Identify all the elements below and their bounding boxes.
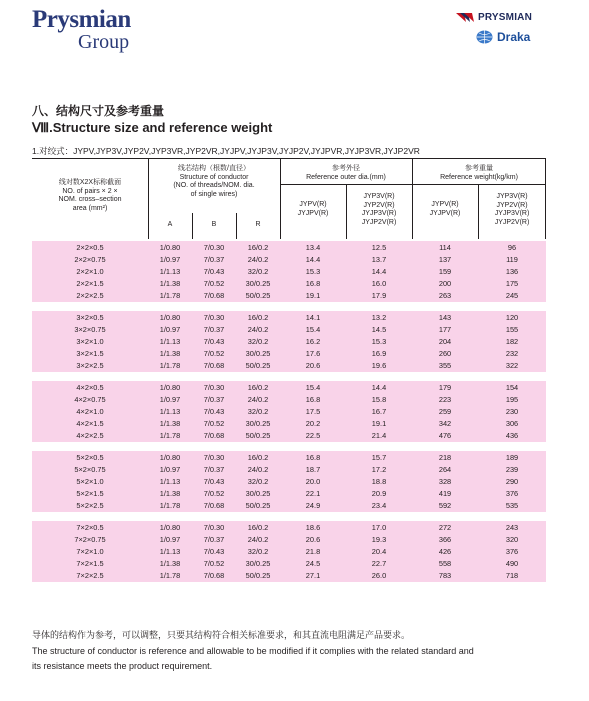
header-structure <box>148 165 280 199</box>
table-cell: 5×2×2.5 <box>76 501 104 510</box>
table-cell: 24.5 <box>305 559 321 568</box>
header-outer-dia <box>280 165 412 182</box>
header-pairs-section <box>32 179 148 213</box>
table-cell: 7/0.68 <box>203 291 225 300</box>
table-cell: 7/0.52 <box>203 419 225 428</box>
table-cell: 7/0.43 <box>203 477 225 486</box>
table-cell: 1/1.13 <box>159 267 181 276</box>
table-cell: 16.0 <box>371 279 387 288</box>
table-cell: 1/1.13 <box>159 547 181 556</box>
table-cell: 263 <box>438 291 452 300</box>
table-cell: 7/0.68 <box>203 571 225 580</box>
table-row <box>32 418 546 430</box>
globe-icon <box>476 30 493 44</box>
table-cell: 13.2 <box>371 313 387 322</box>
table-cell: 23.4 <box>371 501 387 510</box>
table-cell: 436 <box>505 431 519 440</box>
table-row <box>32 324 546 336</box>
table-cell: 426 <box>438 547 452 556</box>
table-cell: 19.1 <box>371 419 387 428</box>
divider <box>192 213 193 239</box>
table-cell: 143 <box>438 313 452 322</box>
table-cell: 2×2×1.5 <box>76 279 104 288</box>
table-cell: 3×2×2.5 <box>76 361 104 370</box>
header-text: Structure of conductor <box>179 173 249 181</box>
header-text: JYJP2V(R) <box>361 218 397 226</box>
table-cell: 13.7 <box>371 255 387 264</box>
header-sub-b: B <box>211 221 217 228</box>
table-cell: 16.8 <box>305 395 321 404</box>
table-group <box>32 311 546 372</box>
header-text: NO. of pairs × 2 × <box>62 187 118 195</box>
header-text: Reference weight(kg/km) <box>440 173 518 181</box>
table-cell: 476 <box>438 431 452 440</box>
table-cell: 154 <box>505 383 519 392</box>
table-cell: 26.0 <box>371 571 387 580</box>
header-text: NOM. cross–section <box>58 196 122 204</box>
table-cell: 7/0.43 <box>203 547 225 556</box>
table-cell: 243 <box>505 523 519 532</box>
divider <box>148 159 149 239</box>
header-weight <box>412 165 546 182</box>
table-cell: 114 <box>439 243 451 252</box>
table-cell: 119 <box>506 255 518 264</box>
table-cell: 2×2×2.5 <box>76 291 104 300</box>
header-text: JYP2V(R) <box>496 201 528 209</box>
header-weight-col-1 <box>412 201 478 218</box>
table-cell: 1/0.80 <box>159 453 181 462</box>
header-outer-col-2 <box>346 193 412 227</box>
table-cell: 17.0 <box>371 523 387 532</box>
header-text: JYJPV(R) <box>297 209 329 217</box>
table-cell: 22.7 <box>371 559 387 568</box>
table-cell: 7/0.30 <box>203 453 225 462</box>
table-cell: 1/1.38 <box>159 279 181 288</box>
header-sub-a: A <box>167 221 173 228</box>
table-cell: 189 <box>505 453 519 462</box>
twisted-type-note: 1.对绞式：JYPV,JYP3V,JYP2V,JYP3VR,JYP2VR,JYJPV,JYJP3V,JYJP2V,JYJPVR,JYJP3VR,JYJP2VR <box>32 146 420 156</box>
table-cell: 195 <box>505 395 519 404</box>
table-cell: 535 <box>505 501 519 510</box>
table-row <box>32 464 546 476</box>
table-row <box>32 452 546 464</box>
table-cell: 96 <box>507 243 517 252</box>
table-cell: 16.9 <box>371 349 387 358</box>
header-text: JYJP3V(R) <box>494 210 530 218</box>
table-cell: 7/0.30 <box>203 313 225 322</box>
table-cell: 7×2×1.0 <box>76 547 104 556</box>
table-cell: 7/0.30 <box>203 383 225 392</box>
table-cell: 259 <box>438 407 452 416</box>
table-cell: 7/0.37 <box>203 255 225 264</box>
table-cell: 32/0.2 <box>247 337 269 346</box>
table-cell: 245 <box>505 291 519 300</box>
table-cell: 120 <box>505 313 519 322</box>
table-cell: 32/0.2 <box>247 477 269 486</box>
table-cell: 7/0.52 <box>203 489 225 498</box>
header-text: 参考重量 <box>465 165 493 172</box>
table-cell: 17.5 <box>305 407 321 416</box>
table-cell: 328 <box>438 477 452 486</box>
table-cell: 7/0.37 <box>203 325 225 334</box>
table-cell: 2×2×0.75 <box>74 255 106 264</box>
structure-table <box>32 158 546 582</box>
table-cell: 1/1.38 <box>159 489 181 498</box>
table-cell: 22.1 <box>305 489 321 498</box>
table-cell: 20.0 <box>305 477 321 486</box>
table-cell: 718 <box>505 571 519 580</box>
table-cell: 20.6 <box>305 361 321 370</box>
table-cell: 7/0.52 <box>203 279 225 288</box>
table-cell: 7/0.52 <box>203 559 225 568</box>
table-cell: 1/1.78 <box>159 431 181 440</box>
table-cell: 783 <box>438 571 452 580</box>
table-row <box>32 278 546 290</box>
table-cell: 1/0.80 <box>159 313 181 322</box>
header-weight-col-2 <box>478 193 546 227</box>
table-cell: 19.3 <box>371 535 387 544</box>
table-cell: 1/1.78 <box>159 501 181 510</box>
header-text: (NO. of threads/NOM. dia. <box>173 182 255 190</box>
table-cell: 16/0.2 <box>247 453 269 462</box>
table-cell: 15.7 <box>371 453 387 462</box>
prysmian-brand <box>456 12 566 23</box>
table-cell: 200 <box>438 279 452 288</box>
table-cell: 16.2 <box>305 337 321 346</box>
table-cell: 20.9 <box>371 489 387 498</box>
table-cell: 204 <box>438 337 452 346</box>
table-cell: 490 <box>505 559 519 568</box>
table-cell: 177 <box>438 325 452 334</box>
table-row <box>32 336 546 348</box>
table-cell: 15.3 <box>305 267 321 276</box>
table-cell: 4×2×1.0 <box>76 407 104 416</box>
header-text: 参考外径 <box>332 165 360 172</box>
section-title-en: Ⅷ.Structure size and reference weight <box>32 120 273 135</box>
table-cell: 30/0.25 <box>245 279 271 288</box>
table-cell: 17.9 <box>371 291 387 300</box>
table-cell: 14.1 <box>305 313 321 322</box>
table-cell: 5×2×0.5 <box>76 453 104 462</box>
table-cell: 2×2×1.0 <box>76 267 104 276</box>
table-cell: 16/0.2 <box>247 383 269 392</box>
table-row <box>32 348 546 360</box>
table-cell: 30/0.25 <box>245 559 271 568</box>
table-cell: 1/1.13 <box>159 337 181 346</box>
table-cell: 1/0.80 <box>159 523 181 532</box>
table-cell: 376 <box>505 547 519 556</box>
table-cell: 30/0.25 <box>245 489 271 498</box>
table-cell: 30/0.25 <box>245 419 271 428</box>
prysmian-mark-icon <box>456 13 476 22</box>
table-cell: 3×2×1.0 <box>76 337 104 346</box>
table-row <box>32 290 546 302</box>
table-cell: 15.4 <box>305 325 321 334</box>
table-cell: 1/0.80 <box>159 383 181 392</box>
table-cell: 5×2×1.0 <box>76 477 104 486</box>
table-cell: 4×2×0.75 <box>74 395 106 404</box>
table-row <box>32 406 546 418</box>
table-row <box>32 476 546 488</box>
table-cell: 3×2×0.75 <box>74 325 106 334</box>
table-row <box>32 500 546 512</box>
table-cell: 7/0.43 <box>203 407 225 416</box>
table-cell: 18.6 <box>305 523 321 532</box>
table-cell: 322 <box>505 361 519 370</box>
table-row <box>32 534 546 546</box>
table-cell: 17.2 <box>371 465 387 474</box>
table-cell: 50/0.25 <box>245 431 271 440</box>
table-cell: 20.6 <box>305 535 321 544</box>
table-cell: 179 <box>438 383 452 392</box>
table-cell: 32/0.2 <box>247 267 269 276</box>
divider <box>280 159 281 239</box>
table-cell: 12.5 <box>371 243 387 252</box>
header-text: JYJP2V(R) <box>494 218 530 226</box>
table-cell: 24/0.2 <box>247 465 269 474</box>
table-cell: 7/0.68 <box>203 431 225 440</box>
table-cell: 1/1.78 <box>159 571 181 580</box>
table-cell: 2×2×0.5 <box>76 243 104 252</box>
header-text: area (mm²) <box>72 204 108 212</box>
table-cell: 342 <box>438 419 452 428</box>
divider <box>545 159 546 239</box>
table-body <box>32 241 546 582</box>
table-cell: 32/0.2 <box>247 407 269 416</box>
table-cell: 7/0.52 <box>203 349 225 358</box>
table-cell: 558 <box>438 559 452 568</box>
table-cell: 1/1.38 <box>159 419 181 428</box>
table-cell: 218 <box>438 453 452 462</box>
table-cell: 15.3 <box>371 337 387 346</box>
table-cell: 24/0.2 <box>247 255 269 264</box>
table-cell: 1/0.97 <box>159 465 181 474</box>
table-cell: 1/1.13 <box>159 407 181 416</box>
table-cell: 182 <box>505 337 519 346</box>
section-title-cn: 八、结构尺寸及参考重量 <box>32 104 165 118</box>
header-text: JYPV(R) <box>299 201 327 208</box>
table-cell: 1/0.97 <box>159 255 181 264</box>
table-cell: 19.6 <box>371 361 387 370</box>
prysmian-group-logo <box>32 8 131 52</box>
table-cell: 419 <box>438 489 452 498</box>
table-cell: 159 <box>438 267 452 276</box>
table-cell: 7×2×0.75 <box>74 535 106 544</box>
logo-line-1: Prysmian <box>32 6 131 33</box>
table-cell: 4×2×2.5 <box>76 431 104 440</box>
table-row <box>32 394 546 406</box>
table-cell: 24.9 <box>305 501 321 510</box>
table-cell: 14.5 <box>371 325 387 334</box>
header-text: 线芯结构（根数/直径） <box>178 165 250 172</box>
table-group <box>32 521 546 582</box>
divider <box>236 213 237 239</box>
table-cell: 175 <box>505 279 519 288</box>
table-cell: 14.4 <box>305 255 321 264</box>
table-cell: 239 <box>505 465 519 474</box>
table-cell: 50/0.25 <box>245 361 271 370</box>
table-cell: 223 <box>438 395 452 404</box>
table-cell: 32/0.2 <box>247 547 269 556</box>
header-text: JYJPV(R) <box>429 209 461 217</box>
header-text: JYJP3V(R) <box>361 210 397 218</box>
draka-brand <box>476 30 566 44</box>
table-cell: 24/0.2 <box>247 535 269 544</box>
divider <box>281 184 545 185</box>
header-text: JYP3V(R) <box>496 193 528 200</box>
table-row <box>32 242 546 254</box>
header-outer-col-1 <box>280 201 346 218</box>
table-cell: 7×2×0.5 <box>76 523 104 532</box>
table-cell: 376 <box>505 489 519 498</box>
table-cell: 272 <box>438 523 452 532</box>
table-cell: 7/0.68 <box>203 501 225 510</box>
table-cell: 16/0.2 <box>247 313 269 322</box>
table-cell: 24/0.2 <box>247 395 269 404</box>
table-cell: 355 <box>438 361 452 370</box>
table-cell: 20.4 <box>371 547 387 556</box>
draka-brand-text: Draka <box>497 30 531 44</box>
logo-line-2: Group <box>78 31 130 53</box>
table-row <box>32 558 546 570</box>
footer-note-en-1: The structure of conductor is reference and allowable to be modified if it complies with the related standard and <box>32 646 474 656</box>
table-cell: 264 <box>438 465 452 474</box>
divider <box>346 185 347 239</box>
header-text: Reference outer dia.(mm) <box>306 173 386 181</box>
table-cell: 20.2 <box>305 419 321 428</box>
table-cell: 7/0.68 <box>203 361 225 370</box>
table-cell: 5×2×0.75 <box>74 465 106 474</box>
table-cell: 137 <box>438 255 452 264</box>
table-cell: 366 <box>438 535 452 544</box>
table-row <box>32 312 546 324</box>
table-row <box>32 382 546 394</box>
table-cell: 14.4 <box>371 267 387 276</box>
table-cell: 3×2×1.5 <box>76 349 104 358</box>
table-cell: 1/1.78 <box>159 291 181 300</box>
footer-note-cn: 导体的结构作为参考，可以调整，只要其结构符合相关标准要求，和其直流电阻满足产品要求。 <box>32 630 411 640</box>
table-cell: 50/0.25 <box>245 571 271 580</box>
table-cell: 1/1.38 <box>159 349 181 358</box>
table-cell: 7/0.37 <box>203 465 225 474</box>
table-row <box>32 488 546 500</box>
divider <box>478 185 479 239</box>
table-cell: 22.5 <box>305 431 321 440</box>
table-cell: 3×2×0.5 <box>76 313 104 322</box>
table-row <box>32 254 546 266</box>
table-cell: 1/1.13 <box>159 477 181 486</box>
table-group <box>32 241 546 302</box>
header-text: JYPV(R) <box>431 201 459 208</box>
header-text: JYP3V(R) <box>363 193 395 200</box>
table-row <box>32 570 546 582</box>
table-cell: 50/0.25 <box>245 291 271 300</box>
table-cell: 136 <box>505 267 519 276</box>
table-cell: 7/0.37 <box>203 535 225 544</box>
table-cell: 7×2×2.5 <box>76 571 104 580</box>
table-cell: 1/0.80 <box>159 243 181 252</box>
table-cell: 13.4 <box>305 243 321 252</box>
table-cell: 7/0.30 <box>203 523 225 532</box>
table-cell: 24/0.2 <box>247 325 269 334</box>
table-cell: 232 <box>505 349 519 358</box>
table-cell: 7/0.43 <box>203 267 225 276</box>
table-cell: 15.4 <box>305 383 321 392</box>
table-cell: 155 <box>505 325 519 334</box>
table-cell: 21.4 <box>371 431 387 440</box>
divider <box>412 159 413 239</box>
table-cell: 16.8 <box>305 279 321 288</box>
table-cell: 4×2×1.5 <box>76 419 104 428</box>
table-cell: 16.7 <box>371 407 387 416</box>
table-cell: 16/0.2 <box>247 243 269 252</box>
table-group <box>32 381 546 442</box>
table-row <box>32 360 546 372</box>
table-cell: 7/0.43 <box>203 337 225 346</box>
header-text: of single wires) <box>190 190 238 198</box>
header-text: JYP2V(R) <box>363 201 395 209</box>
table-cell: 320 <box>505 535 519 544</box>
table-cell: 7×2×1.5 <box>76 559 104 568</box>
table-row <box>32 430 546 442</box>
table-cell: 306 <box>505 419 519 428</box>
brand-logos <box>456 12 566 44</box>
table-cell: 15.8 <box>371 395 387 404</box>
table-group <box>32 451 546 512</box>
table-cell: 290 <box>505 477 519 486</box>
header-text: 线对数X2X标称截面 <box>58 179 122 186</box>
table-cell: 1/1.38 <box>159 559 181 568</box>
table-header <box>32 158 546 239</box>
table-cell: 1/0.97 <box>159 535 181 544</box>
table-cell: 5×2×1.5 <box>76 489 104 498</box>
table-row <box>32 546 546 558</box>
table-cell: 19.1 <box>305 291 321 300</box>
header-sub-r: R <box>255 221 261 228</box>
table-cell: 17.6 <box>305 349 321 358</box>
table-row <box>32 522 546 534</box>
table-cell: 50/0.25 <box>245 501 271 510</box>
prysmian-brand-text: PRYSMIAN <box>478 12 533 23</box>
table-cell: 16.8 <box>305 453 321 462</box>
table-cell: 30/0.25 <box>245 349 271 358</box>
table-cell: 18.7 <box>305 465 321 474</box>
table-row <box>32 266 546 278</box>
table-cell: 16/0.2 <box>247 523 269 532</box>
table-cell: 4×2×0.5 <box>76 383 104 392</box>
table-cell: 7/0.30 <box>203 243 225 252</box>
table-cell: 260 <box>438 349 452 358</box>
table-cell: 1/0.97 <box>159 395 181 404</box>
footer-note-en-2: its resistance meets the product requirement. <box>32 661 213 671</box>
table-cell: 14.4 <box>371 383 387 392</box>
table-cell: 18.8 <box>371 477 387 486</box>
table-cell: 230 <box>505 407 519 416</box>
table-cell: 7/0.37 <box>203 395 225 404</box>
table-cell: 1/0.97 <box>159 325 181 334</box>
table-cell: 27.1 <box>305 571 321 580</box>
table-cell: 21.8 <box>305 547 321 556</box>
table-cell: 592 <box>438 501 452 510</box>
table-cell: 1/1.78 <box>159 361 181 370</box>
